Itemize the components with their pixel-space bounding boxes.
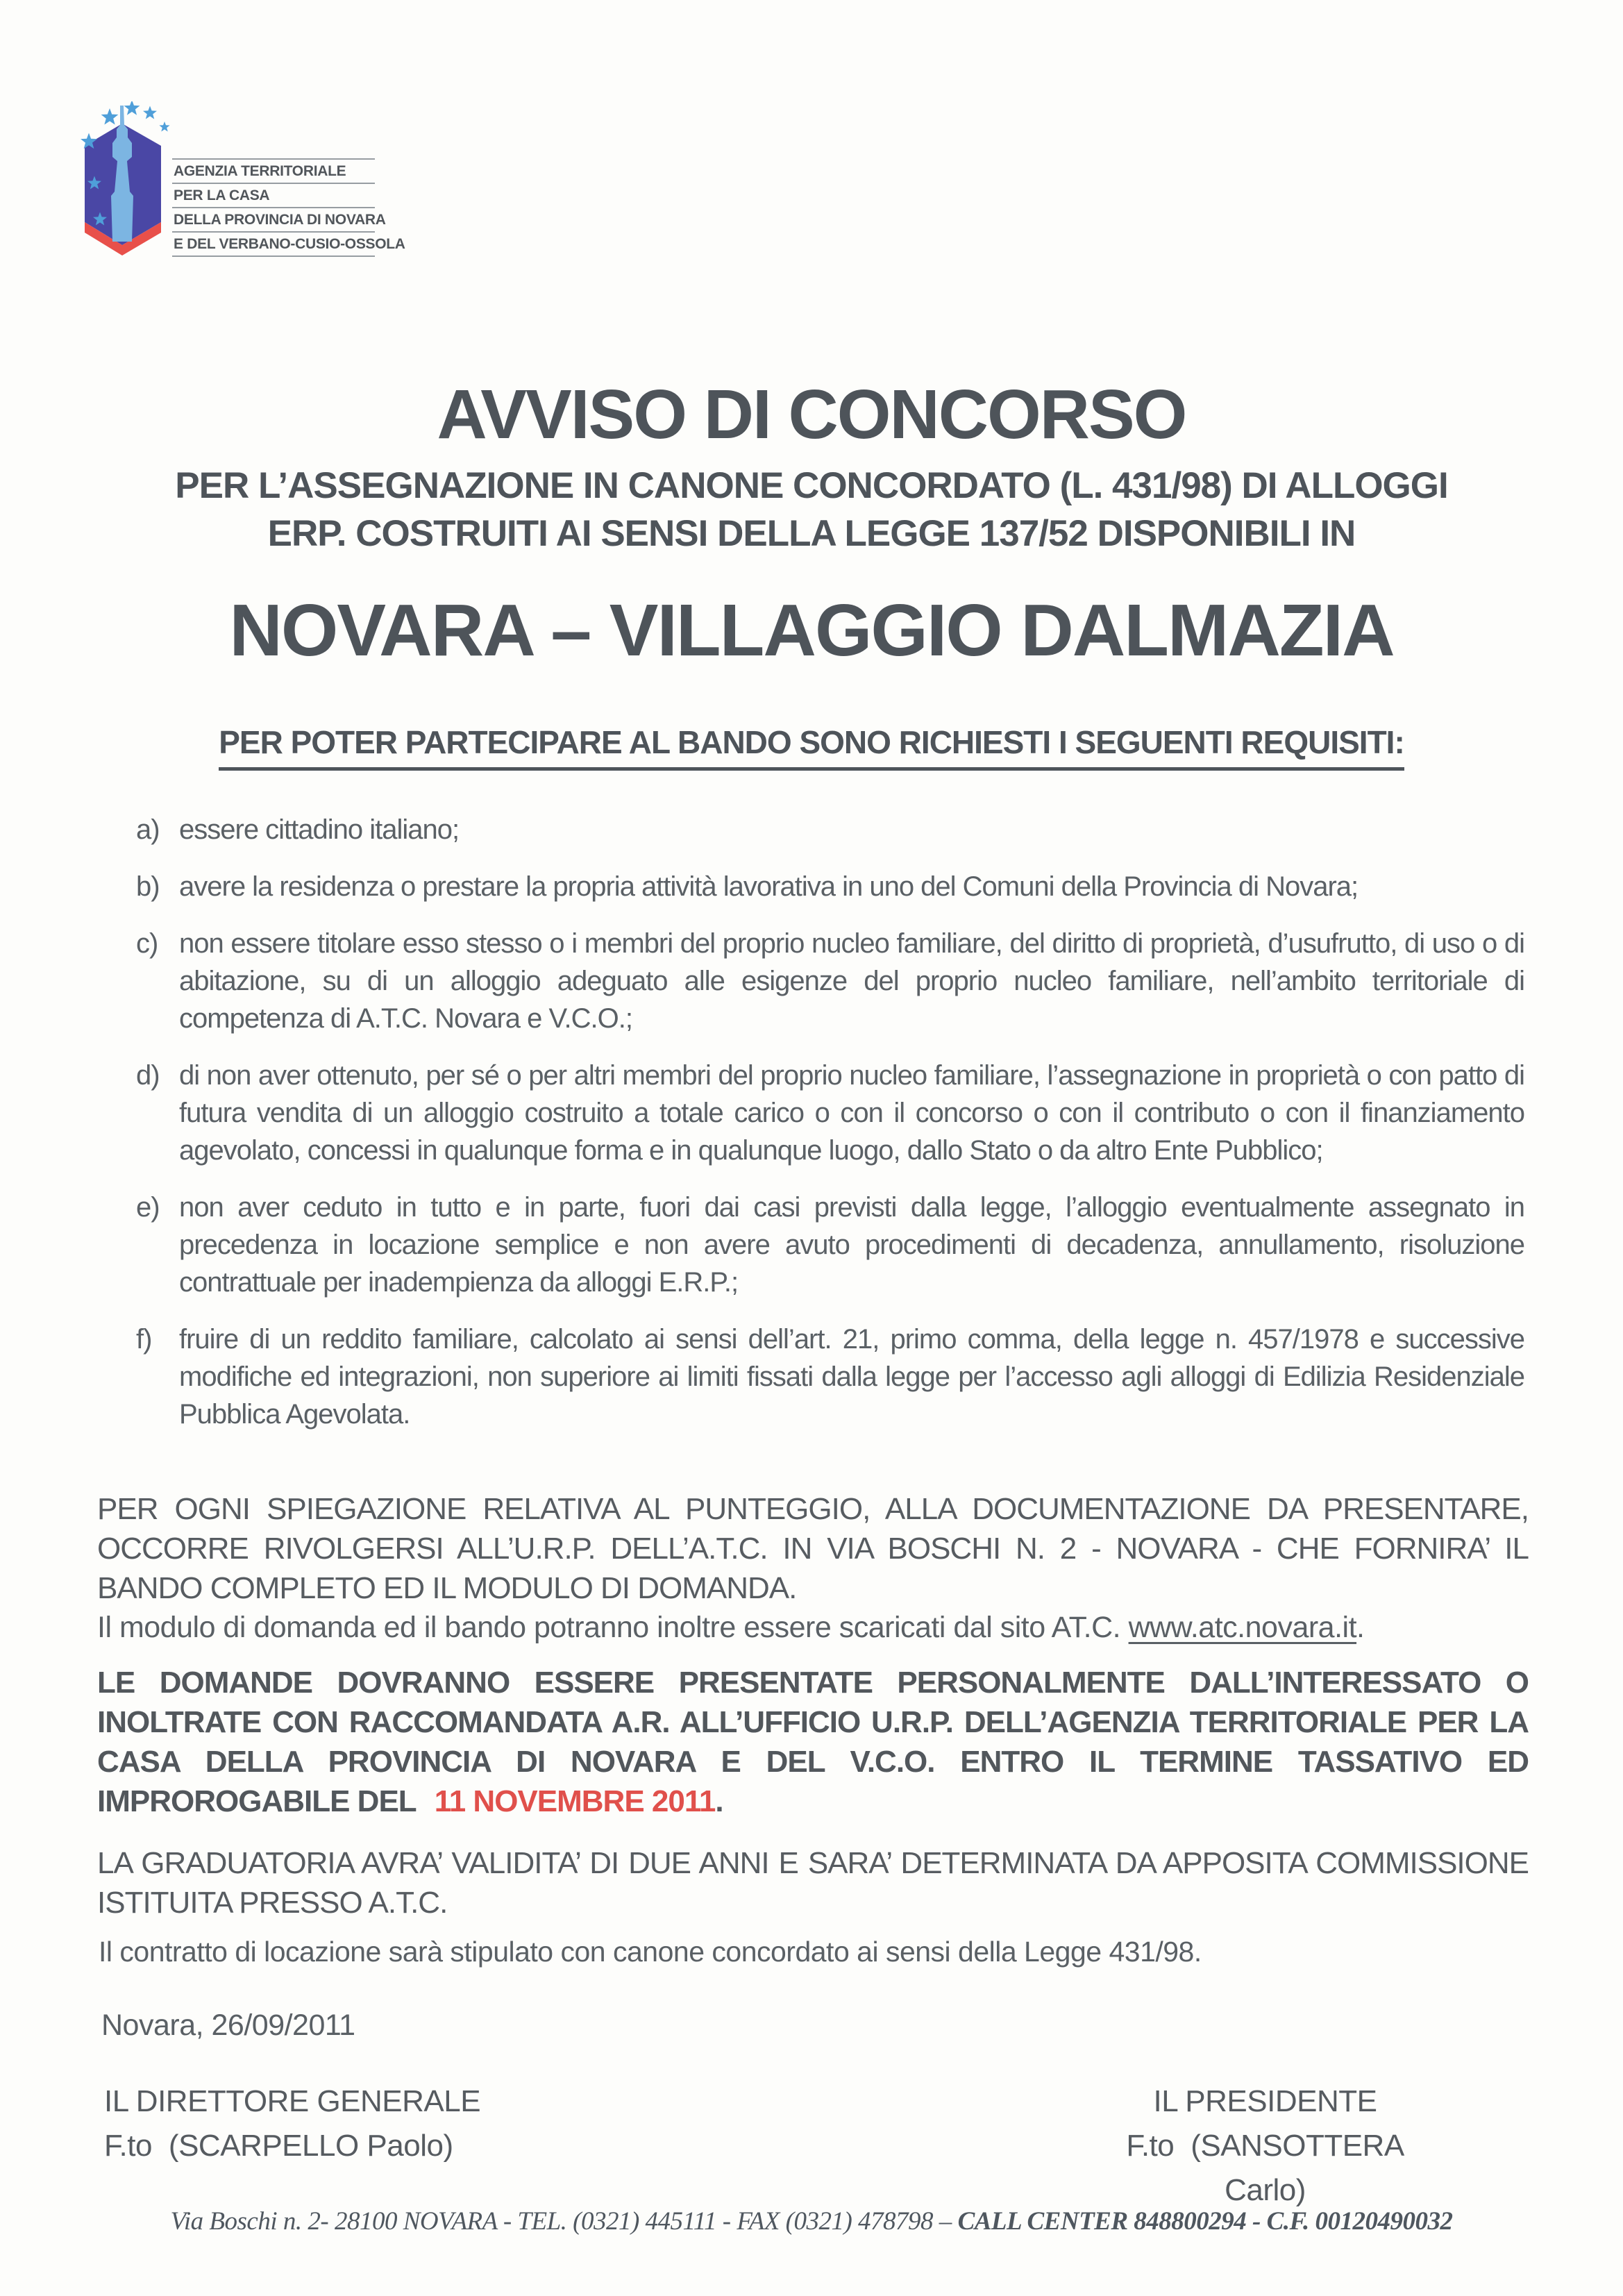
footer-call-center: CALL CENTER 848800294 — [957, 2207, 1247, 2236]
requirement-item — [136, 1321, 1524, 1433]
signature-president-fto: F.to — [1126, 2129, 1175, 2163]
requirement-label: a) — [136, 814, 160, 845]
logo-org-line: DELLA PROVINCIA DI NOVARA — [172, 207, 375, 231]
deadline-date: 11 NOVEMBRE 2011 — [434, 1784, 716, 1818]
deadline-period: . — [715, 1784, 723, 1818]
deadline-paragraph — [97, 1663, 1529, 1821]
requirement-item — [136, 925, 1524, 1037]
signature-president-name: (SANSOTTERA Carlo) — [1191, 2129, 1404, 2207]
notice-title: AVVISO DI CONCORSO — [437, 376, 1186, 453]
deadline-text: LE DOMANDE DOVRANNO ESSERE PRESENTATE PERSONALMENTE DALL’INTERESSATO O INOLTRATE CON RACCOMANDATA A.R. ALL’UFFICIO U.R.P. DELL’AGENZIA TERRITORIALE PER LA CASA DELLA PROVINCIA DI NOVARA E DEL V.C.O. ENTRO IL TERMINE TASSATIVO ED IMPROROGABILE DEL — [97, 1666, 1529, 1818]
signature-director-role: IL DIRETTORE GENERALE — [104, 2084, 481, 2118]
footer-fiscal-code: - C.F. 00120490032 — [1246, 2207, 1453, 2236]
contract-note: Il contratto di locazione sarà stipulato con canone concordato ai sensi della Legge 431/98. — [99, 1936, 1202, 1968]
signature-director-fto: F.to — [104, 2129, 152, 2163]
requirement-text: fruire di un reddito familiare, calcolato ai sensi dell’art. 21, primo comma, della legge n. 457/1978 e successive modifiche ed integrazioni, non superiore ai limiti fissati dalla legge per l’accesso agli alloggi di Edilizia Residenziale Pubblica Agevolata. — [179, 1324, 1524, 1430]
location-title: NOVARA – VILLAGGIO DALMAZIA — [229, 589, 1394, 671]
signature-president — [1083, 2079, 1447, 2213]
requirement-item — [136, 1057, 1524, 1169]
atc-website-link[interactable]: www.atc.novara.it — [1128, 1611, 1357, 1644]
dateline: Novara, 26/09/2011 — [101, 2009, 355, 2042]
logo-org-line: E DEL VERBANO-CUSIO-OSSOLA — [172, 231, 375, 255]
requirement-item — [136, 811, 1524, 848]
requirement-label: b) — [136, 871, 160, 902]
requirement-item — [136, 868, 1524, 905]
requirement-text: non essere titolare esso stesso o i membri del proprio nucleo familiare, del diritto di proprietà, d’usufrutto, di uso o di abitazione, su di un alloggio adeguato alle esigenze del proprio nucleo familiare, nell’ambito territoriale di competenza di A.T.C. Novara e V.C.O.; — [179, 928, 1524, 1034]
requirement-text: di non aver ottenuto, per sé o per altri membri del proprio nucleo familiare, l’assegnazione in proprietà o con patto di futura vendita di un alloggio costruito a totale carico o con il concorso o con il contributo o con il finanziamento agevolato, concessi in qualunque forma e in qualunque luogo, dallo Stato o da altro Ente Pubblico; — [179, 1060, 1524, 1166]
info-paragraph-text: PER OGNI SPIEGAZIONE RELATIVA AL PUNTEGGIO, ALLA DOCUMENTAZIONE DA PRESENTARE, OCCORRE RIVOLGERSI ALL’U.R.P. DELL’A.T.C. IN VIA BOSCHI N. 2 - NOVARA - CHE FORNIRA’ IL BANDO COMPLETO ED IL MODULO DI DOMANDA. — [97, 1492, 1529, 1605]
requirement-label: c) — [136, 928, 158, 959]
download-note-suffix: . — [1356, 1611, 1365, 1644]
requirement-text: avere la residenza o prestare la propria attività lavorativa in uno del Comuni della Provincia di Novara; — [179, 871, 1359, 902]
ranking-paragraph: LA GRADUATORIA AVRA’ VALIDITA’ DI DUE ANNI E SARA’ DETERMINATA DA APPOSITA COMMISSIONE ISTITUITA PRESSO A.T.C. — [97, 1846, 1529, 1920]
logo-wordmark — [172, 158, 405, 257]
subtitle-line-2: ERP. COSTRUITI AI SENSI DELLA LEGGE 137/52 DISPONIBILI IN — [267, 513, 1356, 554]
logo-org-line: AGENZIA TERRITORIALE — [172, 158, 375, 183]
requirements-list — [136, 811, 1524, 1452]
notice-subtitle — [0, 462, 1623, 558]
signature-director — [104, 2079, 480, 2168]
download-note-prefix: Il modulo di domanda ed il bando potranno inoltre essere scaricati dal sito AT.C. — [97, 1611, 1129, 1644]
requirements-heading: PER POTER PARTECIPARE AL BANDO SONO RICHIESTI I SEGUENTI REQUISITI: — [219, 723, 1404, 771]
footer-address: Via Boschi n. 2- 28100 NOVARA - TEL. (0321) 445111 - FAX (0321) 478798 – — [170, 2207, 958, 2236]
requirement-text: non aver ceduto in tutto e in parte, fuori dai casi previsti dalla legge, l’alloggio eventualmente assegnato in precedenza in locazione semplice e non avere avuto procedimenti di decadenza, annullamento, risoluzione contrattuale per inadempienza da alloggi E.R.P.; — [179, 1192, 1524, 1298]
requirement-label: d) — [136, 1060, 160, 1091]
signature-director-name: (SCARPELLO Paolo) — [168, 2129, 453, 2163]
requirements-heading-wrap — [0, 723, 1623, 771]
footer — [0, 2206, 1623, 2236]
signature-president-role: IL PRESIDENTE — [1153, 2084, 1377, 2118]
requirement-item — [136, 1189, 1524, 1301]
subtitle-line-1: PER L’ASSEGNAZIONE IN CANONE CONCORDATO (L. 431/98) DI ALLOGGI — [175, 465, 1448, 506]
requirement-label: e) — [136, 1192, 160, 1223]
requirement-text: essere cittadino italiano; — [179, 814, 460, 845]
download-note — [97, 1608, 1529, 1648]
info-paragraph — [97, 1489, 1529, 1648]
requirement-label: f) — [136, 1324, 152, 1355]
logo-org-line: PER LA CASA — [172, 183, 375, 207]
